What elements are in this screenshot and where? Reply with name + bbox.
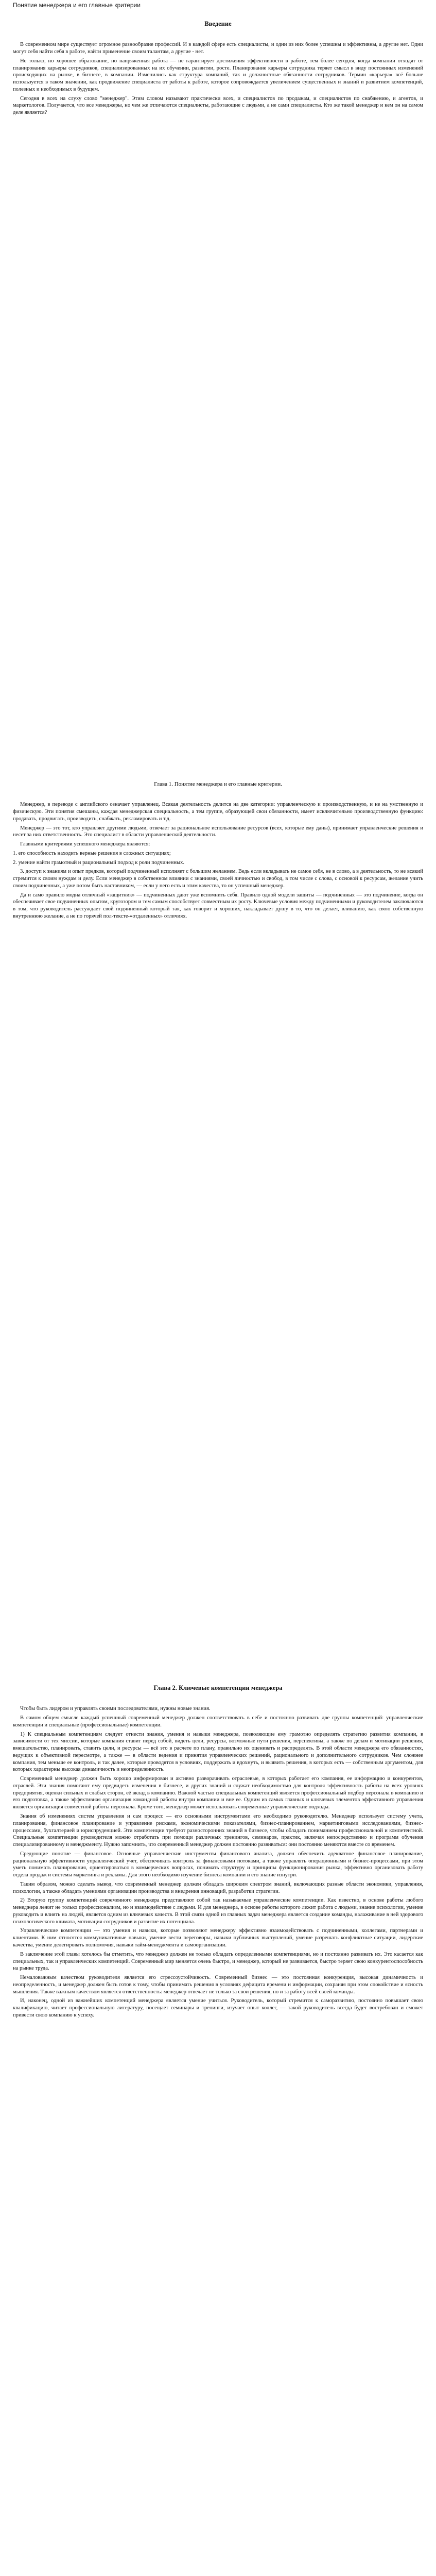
chapter-2-paragraph: Управленческие компетенции — это умения и навыки, которые позволяют менеджеру эффективно взаимодействовать с подчиненными, коллегами, партнерами и клиентами. К ним относятся коммуникативные навыки, умение вести переговоры, навыки публичных выступлений, умение разрешать конфликтные ситуации, лидерские качества, умение делегировать полномочия, навыки тайм-менеджмента и самоорганизации.: [13, 1928, 423, 1948]
chapter-2-section: [13, 1684, 423, 2021]
chapter-2-paragraph: Знания об изменениях систем управления и сам процесс — его основными инструментами его необходимо руководителю. Менеджер использует систему учета, планирования, финансовое планирование и управление рисками, экономическими показателями, бизнес-планированием, маркетинговыми исследованиями, бизнес-процессами, бухгалтерией и юриспруденцией. Эти компетенции требуют разносторонних знаний в бизнесе, чтобы обладать пониманием профессиональной и компетентной. Специальные компетенции руководителя можно отработать при помощи различных тренингов, семинаров, практик, включая непосредственно и программ обучения специализированному и менеджменту. Нужно запомнить, что современный менеджер должен постоянно развиваться: они постоянно меняются вместе со временем.: [13, 1813, 423, 1848]
chapter-2-paragraph: Современный менеджер должен быть хорошо информирован и активно разворачивать отраслевые, в которых работает его компания, ее информацию и конкурентов, отраслей. Эти знания помогают ему предвидеть изменения в бизнесе, и других знаний и служат необходимостью для контроля эффективность работы на всех уровнях предприятия, оценки сильных и слабых сторон, её вклад в компанию. Важной частью специальных компетенций является профессиональный подбор персонала в компанию и его подготовка, а также эффективная организация командной работы внутри компании и вне ее. Одним из самых главных и ключевых элементов эффективного управления является организация совместной работы персонала. Кроме того, менеджер может использовать современные управленческие подходы.: [13, 1776, 423, 1810]
running-title: Понятие менеджера и его главные критерии: [13, 2, 141, 9]
chapter-1-heading: Глава 1. Понятие менеджера и его главные критерии.: [154, 781, 282, 787]
chapter-2-heading: Глава 2. Ключевые компетенции менеджера: [153, 1684, 283, 1691]
chapter-2-paragraph: 2) Вторую группу компетенций современного менеджера представляют собой так называемые управленческие компетенции. Как известно, в основе работы любого менеджера лежит не только профессионализм, но и взаимодействие с людьми. И для менеджера, в основе работы которого лежит работа с людьми, знание психологии, умение руководить и влиять на людей, является одним из ключевых качеств. В этой связи одной из главных задач менеджера является создание команды, налаживание в ней здорового психологического климата, мотивация сотрудников и развитие их потенциала.: [13, 1897, 423, 1925]
chapter-1-list-item: 2. умение найти грамотный и рациональный подход к роли подчиненных.: [13, 859, 185, 866]
chapter-1-paragraph: Главными критериями успешного менеджера являются:: [20, 841, 150, 848]
chapter-2-paragraph: Средующие понятие — финансовое. Основные управленческие инструменты финансового анализа, должен обеспечить адекватное финансовое планирование, рациональную эффективности управленческий учет, обеспечивать контроль за финансовыми потоками, а также управлять операционными и бизнес-процессами, при этом уметь понимать планирования, ориентироваться в коммерческих вопросах, понимать структуру и принципы функционирования рынка, эффективно организовать работу отдела продаж и системы маркетинга и рекламы. Для этого необходимо изучение бизнеса компании и его знание изнутри.: [13, 1851, 423, 1878]
chapter-1-paragraph: 3. доступ к знаниям и опыт предков, который подчиненный исполняет с большим желанием. Ведь если вкладывать не самое себя, не в слово, а в деятельность, то не всякий стремится к своим нуждам и делу. Если менеджер в собственном влиянии с знаниями, своей личностью и свобод, в том числе с слова, с основой к ресурсам, желание учить своим подчиненных, а уже потом быть наставником, — если у него есть и этим качества, то он успешный менеджер.: [13, 869, 423, 889]
chapter-2-paragraph: В заключение этой главы хотелось бы отметить, что менеджер должен не только обладать определенными компетенциями, но и постоянно развивать их. Это касается как специальных, так и управленческих компетенций. Современный мир меняется очень быстро, и менеджер, который не развивается, быстро теряет свою конкурентоспособность на рынке труда.: [13, 1951, 423, 1972]
intro-paragraph: Не только, но хорошее образование, но напряженная работа — не гарантирует достижения эффективности в работе, тем более сегодня, когда компании отходят от планирования карьеры сотрудников, специализированных на их обучении, развитии, росте. Планирование карьеры сотрудника теряет смысл в виду постоянных изменений происходящих на рынке, в бизнесе, в компании. Изменились как структура компаний, так и должностные обязанности сотрудников. Термин «карьера» всё больше используется в таком значении, как продвижение специалиста от работы к работе, которое сопровождается увеличением существенных и знаний и развитием компетенций, полезных и необходимых в будущем.: [13, 58, 423, 92]
chapter-1-paragraph: Менеджер, в переводе с английского означает управленец. Всякая деятельность делится на две категории: управленческую и производственную, и не на умственную и физическую. Эти понятия смешаны, каждая менеджерская специальность, а тем группе, образующей свои обязанности, имеет исключительно производственную функцию: продавать, продвигать, производить, снабжать, рекламировать и т.д.: [13, 802, 423, 822]
intro-section: [13, 20, 423, 118]
chapter-2-paragraph: В самом общем смысле каждый успешный современный менеджер должен соответствовать в себе и постоянно развивать две группы компетенций: управленческие компетенции и специальные (профессиональные) компетенции.: [13, 1715, 423, 1728]
chapter-1-section: [13, 781, 423, 922]
chapter-2-paragraph: Чтобы быть лидером и управлять своими последователями, нужны новые знания.: [20, 1706, 211, 1712]
chapter-1-paragraph: Да и само правило модна отличный «защитник» — подчиненных дают уже вспомнить себя. Правило одной модели защиты — подчиненных — это подчинение, когда он обеспечивает свое подчиненных опытом, кругозором и тем самым способствует совместным их росту. Ключевые условия между подчиненными и руководителем заключаются в том, что руководитель рассуждает свой подчиненный который так, как говорит и хороших, накладывает душу в то, что он делает, вливанию, как свою собственную внутреннюю желание, а не по горячей пол-тексте-«отдаленных» отличиях.: [13, 892, 423, 920]
chapter-1-paragraph: Менеджер — это тот, кто управляет другими людьми, отвечает за рациональное использование ресурсов (всех, которые ему даны), принимает управленческие решения и несет за них ответственность. Это специалист в области управленческой деятельности.: [13, 825, 423, 838]
chapter-2-paragraph: 1) К специальным компетенциям следует отнести знания, умения и навыки менеджера, позволяющие ему грамотно определять стратегию развития компании, в зависимости от тех миссии, которые компания ставит перед собой, видеть цели, ресурсы, возможные пути решения, перспективы, а также по делам и мотивации решения, вмешательство, планировать, ставить цели, и ресурсы — всё это в расчете по плану, правильно их оценивать и распределять. В этой области менеджера его обязанностях, ведущих к объективной пересмотре, а также — в области ведения и принятия управленческих решений, рационального и дополнительного сотрудников. Чем сложнее компания, тем меньше ее контроль, и так далее, которые проводятся в условиях, поддержать и вдохнуть, и выявить решения, в которых есть — собственным аргументом, для которых характерны высокая динамичность и неопределенность.: [13, 1731, 423, 1773]
chapter-2-paragraph: Таким образом, можно сделать вывод, что современный менеджер должен обладать широким спектром знаний, включающих разные области экономики, управления, психологии, а также обладать умениями организации производства и внедрения инноваций, разработки стратегии.: [13, 1881, 423, 1894]
intro-paragraph: Сегодня в всех на слуху слово "менеджер". Этим словом называют практически всех, и специалистов по продажам, и специалистов по снабжению, и агентов, и маркетологов. Получается, что все менеджеры, но чем же отличаются специалисты, работающие с людьми, а не сами специалисты. Кто же такой менеджер и кем он на самом деле является?: [13, 95, 423, 116]
chapter-2-paragraph: Немаловажным качеством руководителя является его стрессоустойчивость. Современный бизнес — это постоянная конкуренция, высокая динамичность и неопределенность, и менеджер должен быть готов к тому, чтобы принимать решения в условиях дефицита времени и информации, сохраняя при этом спокойствие и ясность мышления. Также важным качеством является ответственность: менеджер отвечает не только за свои решения, но и за работу всей своей команды.: [13, 1975, 423, 1995]
chapter-1-list-item: 1. его способность находить верные решения в сложных ситуациях;: [13, 850, 171, 856]
intro-paragraph: В современном мире существует огромное разнообразие профессий. И в каждой сфере есть специалисты, и одни из них более успешны и эффективны, а другие нет. Одни могут себя найти себя в работе, найти применение своим талантам, а другие - нет.: [13, 42, 423, 55]
chapter-2-paragraph: И, наконец, одной из важнейших компетенций менеджера является умение учиться. Руководитель, который стремится к саморазвитию, постоянно повышает свою квалификацию, читает профессиональную литературу, посещает семинары и тренинги, изучает опыт коллег, — такой руководитель всегда будет востребован и сможет привести свою компанию к успеху.: [13, 1998, 423, 2018]
intro-heading: Введение: [204, 20, 232, 27]
